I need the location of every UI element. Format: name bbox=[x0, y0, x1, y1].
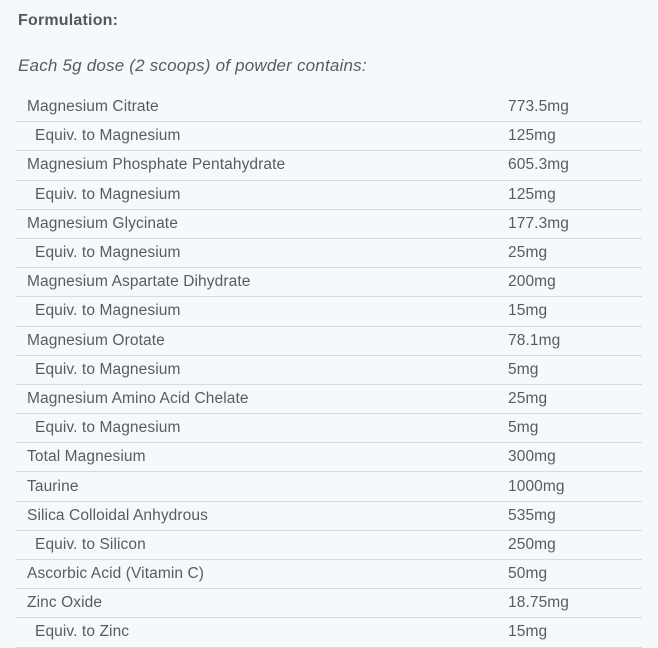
ingredient-amount: 605.3mg bbox=[508, 156, 570, 174]
ingredient-amount: 535mg bbox=[508, 506, 556, 524]
ingredient-amount: 15mg bbox=[508, 623, 548, 641]
table-row bbox=[16, 327, 642, 356]
ingredient-amount: 125mg bbox=[508, 127, 556, 145]
ingredient-amount: 25mg bbox=[508, 389, 548, 407]
dose-subtitle: Each 5g dose (2 scoops) of powder contains: bbox=[18, 56, 367, 75]
ingredient-label: Equiv. to Magnesium bbox=[35, 360, 181, 378]
ingredient-label: Silica Colloidal Anhydrous bbox=[27, 506, 208, 524]
table-row bbox=[16, 385, 642, 414]
ingredient-amount: 15mg bbox=[508, 302, 548, 320]
ingredient-label: Equiv. to Magnesium bbox=[35, 302, 181, 320]
ingredient-label: Equiv. to Magnesium bbox=[35, 185, 181, 203]
table-row bbox=[16, 268, 642, 297]
ingredient-label: Equiv. to Silicon bbox=[35, 535, 146, 553]
ingredient-label: Magnesium Aspartate Dihydrate bbox=[27, 273, 251, 291]
formulation-heading: Formulation: bbox=[18, 12, 119, 29]
ingredient-amount: 125mg bbox=[508, 185, 556, 203]
table-row bbox=[16, 93, 642, 122]
table-row bbox=[16, 151, 642, 180]
ingredient-label: Equiv. to Magnesium bbox=[35, 127, 181, 145]
ingredient-label: Taurine bbox=[27, 477, 79, 495]
ingredient-amount: 1000mg bbox=[508, 477, 565, 495]
table-row bbox=[16, 210, 642, 239]
table-row bbox=[16, 239, 642, 268]
ingredient-amount: 5mg bbox=[508, 360, 539, 378]
ingredient-label: Zinc Oxide bbox=[27, 594, 103, 612]
ingredient-label: Magnesium Phosphate Pentahydrate bbox=[27, 156, 286, 174]
ingredient-amount: 773.5mg bbox=[508, 98, 570, 116]
table-row bbox=[16, 531, 642, 560]
table-row bbox=[16, 297, 642, 326]
table-row bbox=[16, 502, 642, 531]
formulation-table bbox=[16, 93, 642, 648]
ingredient-amount: 18.75mg bbox=[508, 594, 570, 612]
ingredient-label: Magnesium Citrate bbox=[27, 98, 159, 116]
ingredient-amount: 5mg bbox=[508, 419, 539, 437]
ingredient-label: Total Magnesium bbox=[27, 448, 146, 466]
ingredient-label: Magnesium Orotate bbox=[27, 331, 165, 349]
ingredient-label: Magnesium Amino Acid Chelate bbox=[27, 389, 249, 407]
table-row bbox=[16, 472, 642, 501]
ingredient-amount: 200mg bbox=[508, 273, 556, 291]
ingredient-amount: 25mg bbox=[508, 244, 548, 262]
table-row bbox=[16, 122, 642, 151]
table-row bbox=[16, 414, 642, 443]
table-row bbox=[16, 443, 642, 472]
ingredient-amount: 50mg bbox=[508, 565, 548, 583]
table-row bbox=[16, 181, 642, 210]
ingredient-amount: 78.1mg bbox=[508, 331, 561, 349]
ingredient-label: Magnesium Glycinate bbox=[27, 214, 178, 232]
ingredient-amount: 300mg bbox=[508, 448, 556, 466]
table-row bbox=[16, 560, 642, 589]
ingredient-amount: 177.3mg bbox=[508, 214, 570, 232]
ingredient-label: Equiv. to Magnesium bbox=[35, 244, 181, 262]
ingredient-label: Equiv. to Magnesium bbox=[35, 419, 181, 437]
ingredient-label: Equiv. to Zinc bbox=[35, 623, 130, 641]
table-row bbox=[16, 589, 642, 618]
ingredient-amount: 250mg bbox=[508, 535, 556, 553]
ingredient-label: Ascorbic Acid (Vitamin C) bbox=[27, 565, 205, 583]
table-row bbox=[16, 356, 642, 385]
table-row bbox=[16, 618, 642, 647]
